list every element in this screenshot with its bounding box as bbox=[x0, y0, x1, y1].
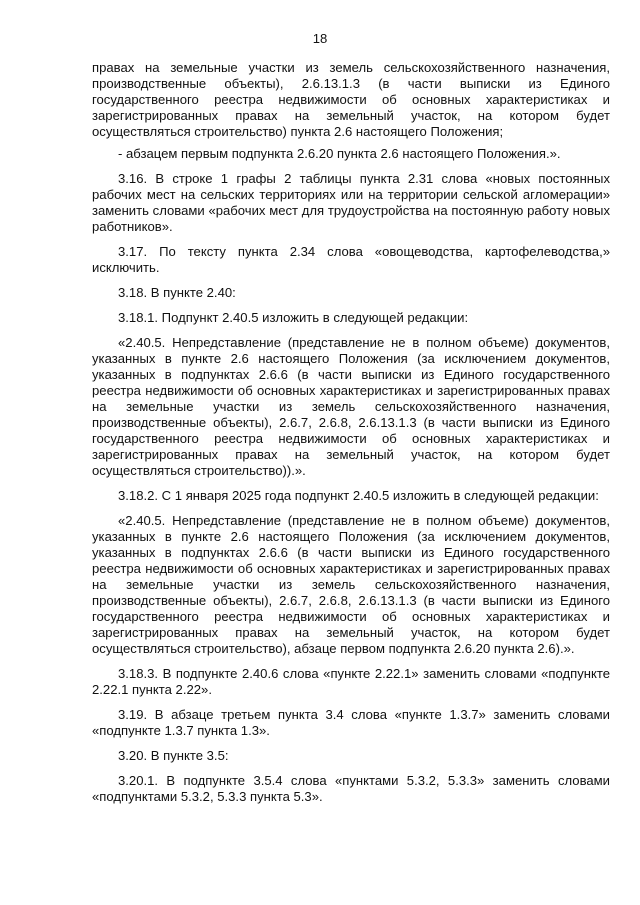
paragraph: 3.20. В пункте 3.5: bbox=[118, 748, 229, 763]
paragraph: «2.40.5. Непредставление (представление не в полном объеме) документов, указанных в пункте 2.6 настоящего Положения (за исключением документов, указанных в подпунктах 2.6.6 (в части выписки из Единого государственного реестра недвижимости об основных характеристиках и зарегистрированных правах на земельные участки из земель сельскохозяйственного назначения, производственные объекты), 2.6.7, 2.6.8, 2.6.13.1.3 (в части выписки из Единого государственного реестра недвижимости об основных характеристиках и зарегистрированных правах на земельный участок, на котором будет осуществляться строительство)).». bbox=[92, 335, 610, 478]
paragraph: 3.18.1. Подпункт 2.40.5 изложить в следующей редакции: bbox=[118, 310, 469, 325]
document-body bbox=[92, 60, 610, 814]
paragraph: - абзацем первым подпункта 2.6.20 пункта 2.6 настоящего Положения.». bbox=[118, 146, 561, 161]
paragraph: «2.40.5. Непредставление (представление не в полном объеме) документов, указанных в пункте 2.6 настоящего Положения (за исключением документов, указанных в подпунктах 2.6.6 (в части выписки из Единого государственного реестра недвижимости об основных характеристиках и зарегистрированных правах на земельные участки из земель сельскохозяйственного назначения, производственные объекты), 2.6.7, 2.6.8, 2.6.13.1.3 (в части выписки из Единого государственного реестра недвижимости об основных характеристиках и зарегистрированных правах на земельный участок, на котором будет осуществляться строительство), абзаце первом подпункта 2.6.20 пункта 2.6).». bbox=[92, 513, 610, 656]
paragraph: правах на земельные участки из земель сельскохозяйственного назначения, производственные объекты), 2.6.13.1.3 (в части выписки из Единого государственного реестра недвижимости об основных характеристиках и зарегистрированных правах на земельный участок, на котором будет осуществляться строительство) пункта 2.6 настоящего Положения; bbox=[92, 60, 610, 139]
paragraph: 3.18.3. В подпункте 2.40.6 слова «пункте 2.22.1» заменить словами «подпункте 2.22.1 пункта 2.22». bbox=[92, 666, 610, 697]
paragraph: 3.19. В абзаце третьем пункта 3.4 слова «пункте 1.3.7» заменить словами «подпункте 1.3.7 пункта 1.3». bbox=[92, 707, 610, 738]
page-number: 18 bbox=[312, 31, 328, 46]
paragraph: 3.16. В строке 1 графы 2 таблицы пункта 2.31 слова «новых постоянных рабочих мест на сельских территориях или на территории сельской агломерации» заменить словами «рабочих мест для трудоустройства на постоянную работу новых работников». bbox=[92, 171, 610, 234]
paragraph: 3.20.1. В подпункте 3.5.4 слова «пунктами 5.3.2, 5.3.3» заменить словами «подпунктами 5.3.2, 5.3.3 пункта 5.3». bbox=[92, 773, 610, 804]
paragraph: 3.17. По тексту пункта 2.34 слова «овощеводства, картофелеводства,» исключить. bbox=[92, 244, 610, 275]
paragraph: 3.18.2. С 1 января 2025 года подпункт 2.40.5 изложить в следующей редакции: bbox=[118, 488, 599, 503]
paragraph: 3.18. В пункте 2.40: bbox=[118, 285, 236, 300]
